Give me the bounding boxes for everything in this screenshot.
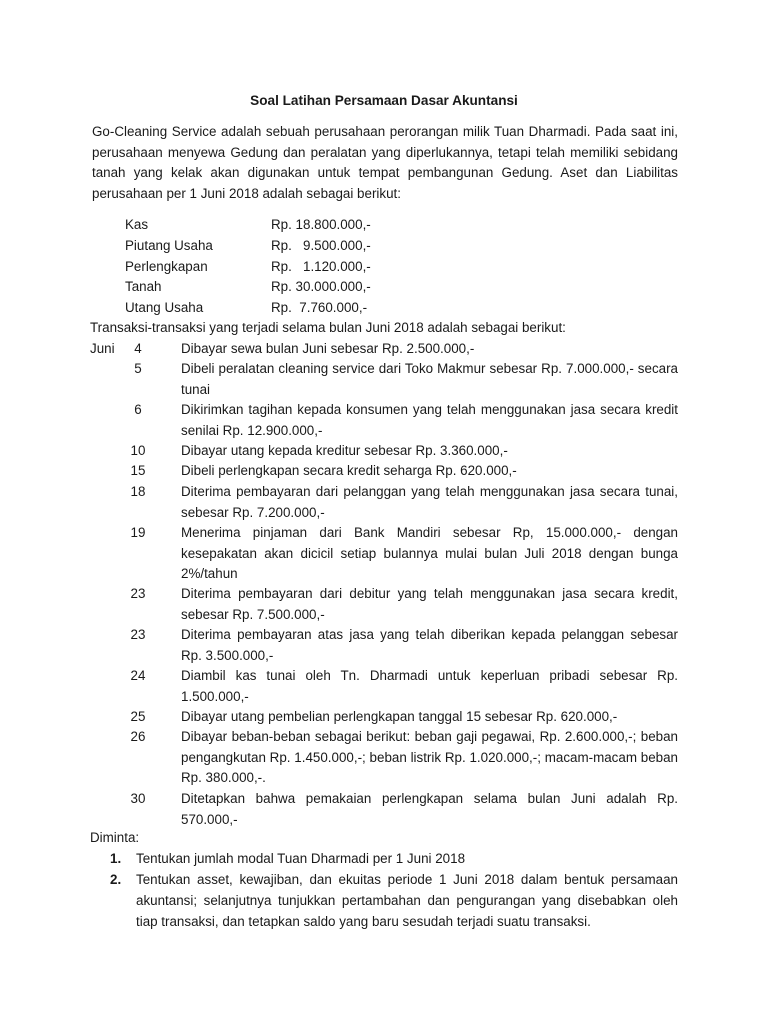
asset-value: Rp. 9.500.000,- <box>271 237 371 253</box>
transaction-day: 10 <box>130 443 146 458</box>
asset-row <box>125 298 425 319</box>
asset-value: Rp. 1.120.000,- <box>271 258 371 274</box>
transaction-text: Diambil kas tunai oleh Tn. Dharmadi untuk keperluan pribadi sebesar Rp. 1.500.000,- <box>181 668 678 704</box>
transaction-day: 23 <box>130 627 146 642</box>
requirement-number: 1. <box>110 851 122 866</box>
asset-value: Rp. 7.760.000,- <box>271 300 368 316</box>
intro-paragraph: Go-Cleaning Service adalah sebuah perusahaan perorangan milik Tuan Dharmadi. Pada saat ini, perusahaan menyewa Gedung dan peralatan yang diperlukannya, tetapi telah memiliki sebidang tanah yang kelak akan digunakan untuk tempat pembangunan Gedung. Aset dan Liabilitas perusahaan per 1 Juni 2018 adalah sebagai berikut: <box>92 124 678 202</box>
transaction-day: 6 <box>134 402 142 417</box>
asset-name: Utang Usaha <box>125 300 204 316</box>
transaction-day: 19 <box>130 525 146 540</box>
asset-list <box>125 215 425 319</box>
transaction-day: 30 <box>130 791 146 806</box>
month-label: Juni <box>90 341 115 356</box>
transaction-day: 23 <box>130 586 146 601</box>
transaction-text: Dibeli peralatan cleaning service dari Toko Makmur sebesar Rp. 7.000.000,- secara tunai <box>181 361 678 397</box>
transaction-text: Dibeli perlengkapan secara kredit seharga Rp. 620.000,- <box>181 463 517 478</box>
transaction-day: 26 <box>130 729 146 744</box>
asset-row <box>125 215 425 236</box>
transaction-day: 25 <box>130 709 146 724</box>
requirement-number: 2. <box>110 872 122 887</box>
asset-name: Kas <box>125 217 149 232</box>
requirement-text: Tentukan asset, kewajiban, dan ekuitas periode 1 Juni 2018 dalam bentuk persamaan akuntansi; selanjutnya tunjukkan pertambahan dan pengurangan yang disebabkan oleh tiap transaksi, dan tetapkan saldo yang baru sesudah terjadi suatu transaksi. <box>136 872 678 929</box>
asset-name: Perlengkapan <box>125 258 208 274</box>
transaction-day: 24 <box>130 668 146 683</box>
requirements-heading: Diminta: <box>90 830 140 845</box>
requirement-text: Tentukan jumlah modal Tuan Dharmadi per 1 Juni 2018 <box>136 851 466 866</box>
asset-value: Rp. 30.000.000,- <box>271 279 371 295</box>
asset-row <box>125 277 425 298</box>
transaction-text: Diterima pembayaran dari pelanggan yang telah menggunakan jasa secara tunai, sebesar Rp. 7.200.000,- <box>181 484 678 520</box>
transaction-text: Dikirimkan tagihan kepada konsumen yang telah menggunakan jasa secara kredit senilai Rp. 12.900.000,- <box>181 402 678 438</box>
asset-row <box>125 257 425 278</box>
asset-name: Piutang Usaha <box>125 237 213 253</box>
asset-name: Tanah <box>125 279 162 295</box>
transaction-text: Menerima pinjaman dari Bank Mandiri sebesar Rp, 15.000.000,- dengan kesepakatan akan dicicil setiap bulannya mulai bulan Juli 2018 dengan bunga 2%/tahun <box>181 525 678 582</box>
asset-value: Rp. 18.800.000,- <box>271 217 371 232</box>
transaction-text: Dibayar beban-beban sebagai berikut: beban gaji pegawai, Rp. 2.600.000,-; beban pengangkutan Rp. 1.450.000,-; beban listrik Rp. 1.020.000,-; macam-macam beban Rp. 380.000,-. <box>181 729 678 786</box>
transaction-text: Diterima pembayaran dari debitur yang telah menggunakan jasa secara kredit, sebesar Rp. 7.500.000,- <box>181 586 678 622</box>
transaction-text: Ditetapkan bahwa pemakaian perlengkapan selama bulan Juni adalah Rp. 570.000,- <box>181 791 678 827</box>
transactions-intro: Transaksi-transaksi yang terjadi selama bulan Juni 2018 adalah sebagai berikut: <box>90 320 566 335</box>
page-title: Soal Latihan Persamaan Dasar Akuntansi <box>250 93 518 108</box>
transaction-day: 5 <box>134 361 142 376</box>
transaction-text: Dibayar utang kepada kreditur sebesar Rp. 3.360.000,- <box>181 443 508 458</box>
transaction-day: 15 <box>130 463 146 478</box>
transaction-text: Dibayar utang pembelian perlengkapan tanggal 15 sebesar Rp. 620.000,- <box>181 709 618 724</box>
transaction-day: 18 <box>130 484 146 499</box>
transaction-text: Dibayar sewa bulan Juni sebesar Rp. 2.500.000,- <box>181 341 475 356</box>
transaction-day: 4 <box>134 341 142 356</box>
asset-row <box>125 236 425 257</box>
transaction-text: Diterima pembayaran atas jasa yang telah diberikan kepada pelanggan sebesar Rp. 3.500.000,- <box>181 627 678 663</box>
